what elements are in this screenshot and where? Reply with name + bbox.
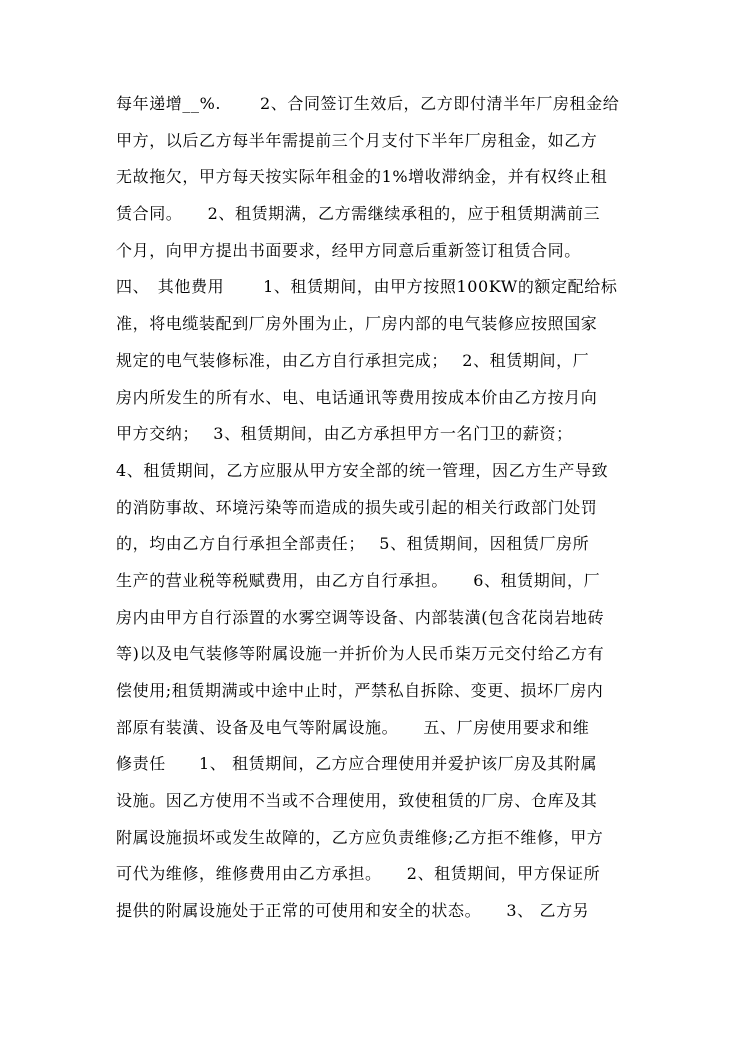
text-line: 可代为维修，维修费用由乙方承担。 2、租赁期间，甲方保证所 — [116, 864, 601, 884]
text-line: 设施。因乙方使用不当或不合理使用，致使租赁的厂房、仓库及其 — [116, 791, 598, 811]
text-line: 生产的营业税等税赋费用，由乙方自行承担。 6、租赁期间，厂 — [116, 570, 601, 590]
text-line: 每年递增__%. 2、合同签订生效后，乙方即付清半年厂房租金给 — [116, 94, 620, 113]
text-line: 等)以及电气装修等附属设施一并折价为人民币柒万元交付给乙方有 — [116, 644, 605, 664]
text-line: 的消防事故、环境污染等而造成的损失或引起的相关行政部门处罚 — [116, 497, 598, 517]
document-body — [116, 86, 636, 930]
text-line: 赁合同。 2、租赁期满，乙方需继续承租的，应于租赁期满前三 — [116, 204, 601, 224]
text-line: 4、租赁期间，乙方应服从甲方安全部的统一管理，因乙方生产导致 — [116, 460, 609, 480]
text-line: 规定的电气装修标准，由乙方自行承担完成； 2、租赁期间，厂 — [116, 350, 590, 370]
text-line: 房内由甲方自行添置的水雾空调等设备、内部装潢(包含花岗岩地砖 — [116, 607, 605, 627]
text-line: 偿使用;租赁期满或中途中止时，严禁私自拆除、变更、损坏厂房内 — [116, 681, 604, 700]
text-line: 附属设施损坏或发生故障的，乙方应负责维修;乙方拒不维修，甲方 — [116, 827, 604, 847]
text-line: 部原有装潢、设备及电气等附属设施。 五、厂房使用要求和维 — [116, 717, 590, 737]
text-line: 房内所发生的所有水、电、电话通讯等费用按成本价由乙方按月向 — [116, 387, 598, 407]
text-line: 四、 其他费用 1、租赁期间，由甲方按照100KW的额定配给标 — [116, 277, 618, 297]
text-line: 提供的附属设施处于正常的可使用和安全的状态。 3、 乙方另 — [116, 901, 590, 921]
text-line: 个月，向甲方提出书面要求，经甲方同意后重新签订租赁合同。 — [116, 240, 581, 260]
text-line: 修责任 1、 租赁期间，乙方应合理使用并爱护该厂房及其附属 — [116, 754, 598, 774]
text-line: 准，将电缆装配到厂房外围为止，厂房内部的电气装修应按照国家 — [116, 314, 598, 334]
text-line: 甲方，以后乙方每半年需提前三个月支付下半年厂房租金，如乙方 — [116, 130, 598, 150]
text-line: 的，均由乙方自行承担全部责任； 5、租赁期间，因租赁厂房所 — [116, 534, 590, 554]
text-line: 甲方交纳； 3、租赁期间，由乙方承担甲方一名门卫的薪资； — [116, 424, 573, 444]
text-line: 无故拖欠，甲方每天按实际年租金的1%增收滞纳金，并有权终止租 — [116, 167, 608, 187]
